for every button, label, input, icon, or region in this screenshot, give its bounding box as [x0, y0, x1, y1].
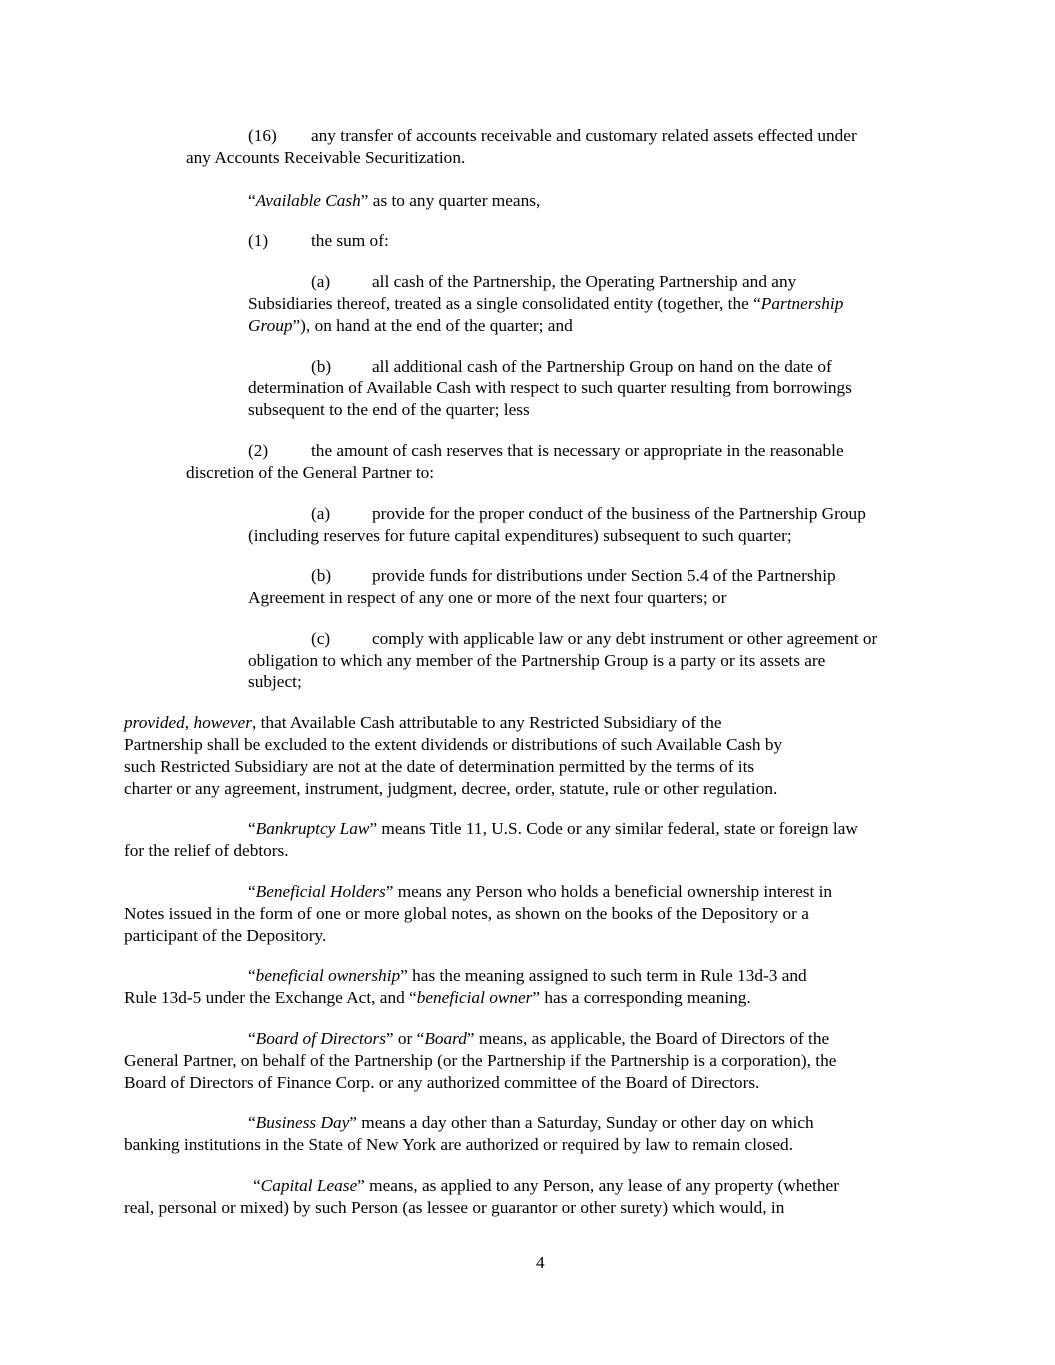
board-line-3: Board of Directors of Finance Corp. or any authorized committee of the Board of Directors. [124, 1073, 760, 1092]
capital-lease-term: Capital Lease [260, 1176, 358, 1195]
proviso-line-3: such Restricted Subsidiary are not at the date of determination permitted by the terms of its [124, 757, 755, 776]
item-2b-number: (b) [311, 566, 332, 585]
beneficial-ownership-term: beneficial ownership [255, 966, 401, 985]
item-1b-line-2: determination of Available Cash with respect to such quarter resulting from borrowings [248, 378, 852, 397]
item-1b-line-1: all additional cash of the Partnership Group on hand on the date of [372, 357, 832, 376]
item-1b-line-3: subsequent to the end of the quarter; less [248, 400, 530, 419]
group-term: Group [248, 316, 293, 335]
available-cash-term: Available Cash [255, 191, 361, 210]
item-2b-line-2: Agreement in respect of any one or more of the next four quarters; or [248, 588, 727, 607]
beneficial-holders-term: Beneficial Holders [255, 882, 386, 901]
item-1a-number: (a) [311, 272, 331, 291]
beneficial-holders-line-1: “Beneficial Holders” means any Person who holds a beneficial ownership interest in [248, 882, 833, 901]
item-2-number: (2) [248, 441, 269, 460]
item-1b-number: (b) [311, 357, 332, 376]
proviso-line-1: provided, however, that Available Cash attributable to any Restricted Subsidiary of the [124, 713, 722, 732]
bankruptcy-law-line-1: “Bankruptcy Law” means Title 11, U.S. Code or any similar federal, state or foreign law [248, 819, 858, 838]
beneficial-owner-term: beneficial owner [416, 988, 533, 1007]
item-1-number: (1) [248, 231, 269, 250]
beneficial-ownership-line-2: Rule 13d-5 under the Exchange Act, and “beneficial owner” has a corresponding meaning. [124, 988, 751, 1007]
partnership-term: Partnership [760, 294, 844, 313]
item-1a-line-1: all cash of the Partnership, the Operating Partnership and any [372, 272, 797, 291]
item-2b-line-1: provide funds for distributions under Section 5.4 of the Partnership [372, 566, 836, 585]
bankruptcy-law-line-2: for the relief of debtors. [124, 841, 289, 860]
board-line-2: General Partner, on behalf of the Partnership (or the Partnership if the Partnership is a corporation), the [124, 1051, 837, 1070]
item-16-line-1: any transfer of accounts receivable and customary related assets effected under [311, 126, 857, 145]
beneficial-holders-line-3: participant of the Depository. [124, 926, 327, 945]
however-term: however [193, 713, 252, 732]
item-1a-line-2: Subsidiaries thereof, treated as a single consolidated entity (together, the “Partnership [248, 294, 844, 313]
item-2c-line-3: subject; [248, 672, 302, 691]
proviso-line-4: charter or any agreement, instrument, judgment, decree, order, statute, rule or other regulation. [124, 779, 778, 798]
board-line-1: “Board of Directors” or “Board” means, as applicable, the Board of Directors of the [248, 1029, 830, 1048]
item-2c-number: (c) [311, 629, 331, 648]
business-day-line-1: “Business Day” means a day other than a Saturday, Sunday or other day on which [248, 1113, 814, 1132]
bankruptcy-law-term: Bankruptcy Law [255, 819, 370, 838]
capital-lease-line-2: real, personal or mixed) by such Person (as lessee or guarantor or other surety) which would, in [124, 1198, 785, 1217]
available-cash-definition: “Available Cash” as to any quarter means, [248, 191, 541, 210]
capital-lease-line-1: “Capital Lease” means, as applied to any Person, any lease of any property (whether [253, 1176, 839, 1195]
proviso-line-2: Partnership shall be excluded to the extent dividends or distributions of such Available Cash by [124, 735, 783, 754]
board-of-directors-term: Board of Directors [255, 1029, 386, 1048]
business-day-line-2: banking institutions in the State of New York are authorized or required by law to remain closed. [124, 1135, 794, 1154]
item-1-text: the sum of: [311, 231, 389, 250]
item-2-line-2: discretion of the General Partner to: [186, 463, 435, 482]
board-term: Board [424, 1029, 467, 1048]
item-2c-line-2: obligation to which any member of the Partnership Group is a party or its assets are [248, 651, 826, 670]
item-2a-line-2: (including reserves for future capital expenditures) subsequent to such quarter; [248, 526, 792, 545]
beneficial-ownership-line-1: “beneficial ownership” has the meaning assigned to such term in Rule 13d-3 and [248, 966, 807, 985]
item-16-number: (16) [248, 126, 277, 145]
item-16-line-2: any Accounts Receivable Securitization. [186, 148, 466, 167]
item-2a-number: (a) [311, 504, 331, 523]
item-2-line-1: the amount of cash reserves that is necessary or appropriate in the reasonable [311, 441, 844, 460]
item-2a-line-1: provide for the proper conduct of the business of the Partnership Group [372, 504, 866, 523]
item-1a-line-3: Group”), on hand at the end of the quarter; and [248, 316, 573, 335]
provided-term: provided [124, 713, 185, 732]
page-number: 4 [536, 1253, 545, 1272]
item-2c-line-1: comply with applicable law or any debt instrument or other agreement or [372, 629, 878, 648]
beneficial-holders-line-2: Notes issued in the form of one or more global notes, as shown on the books of the Depository or a [124, 904, 809, 923]
business-day-term: Business Day [255, 1113, 350, 1132]
